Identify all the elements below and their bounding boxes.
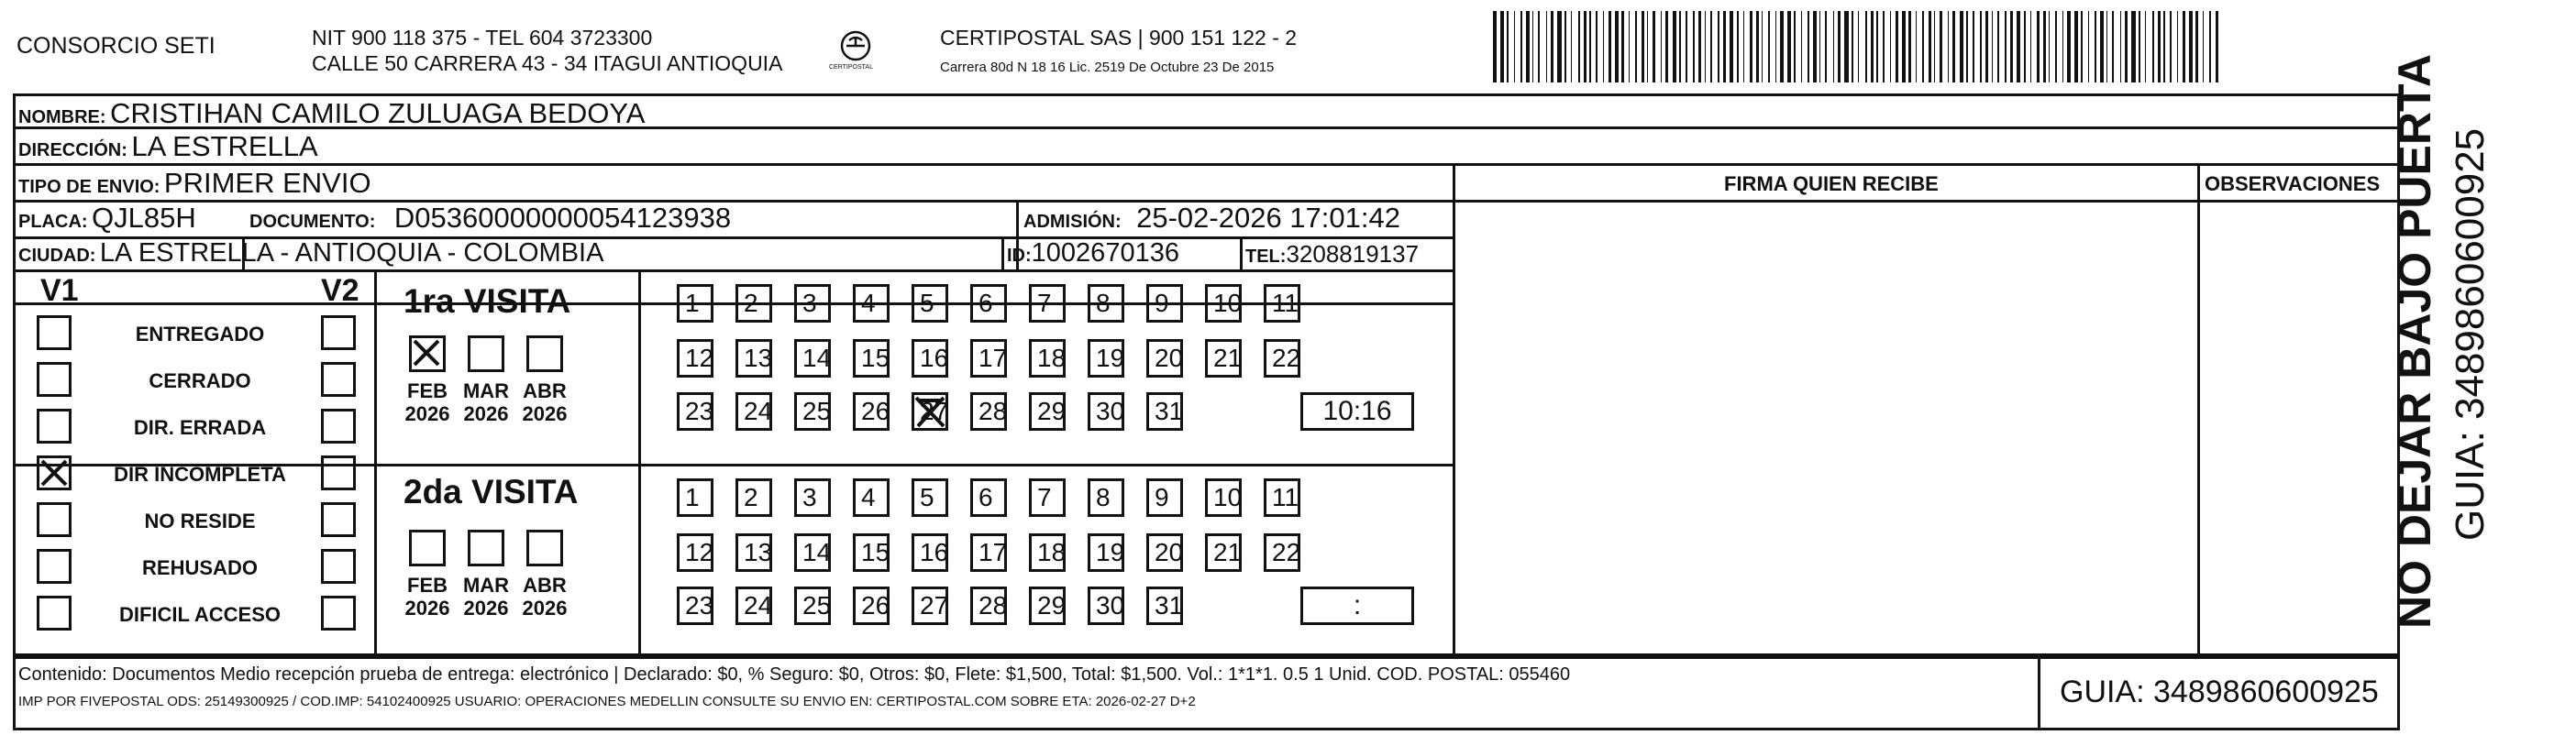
day-box[interactable]: 15 bbox=[853, 533, 890, 572]
id-field: ID:1002670136 bbox=[1007, 238, 1179, 268]
direccion-field: DIRECCIÓN: LA ESTRELLA bbox=[18, 130, 318, 162]
day-box[interactable]: 25 bbox=[794, 392, 831, 431]
v1-checkbox[interactable] bbox=[37, 362, 72, 397]
day-box[interactable]: 11 bbox=[1264, 284, 1300, 323]
v2-checkbox[interactable] bbox=[321, 455, 356, 490]
day-box[interactable]: 3 bbox=[794, 284, 831, 323]
day-box[interactable]: 12 bbox=[677, 339, 713, 378]
day-box[interactable]: 8 bbox=[1088, 284, 1124, 323]
month-label: FEB 2026 bbox=[404, 574, 450, 620]
v2-checkbox[interactable] bbox=[321, 315, 356, 350]
day-box[interactable]: 25 bbox=[794, 587, 831, 625]
nombre-field: NOMBRE: CRISTIHAN CAMILO ZULUAGA BEDOYA bbox=[18, 97, 646, 129]
month-checkbox[interactable] bbox=[526, 530, 563, 566]
day-box[interactable]: 27 bbox=[912, 587, 948, 625]
day-box[interactable]: 17 bbox=[970, 533, 1007, 572]
address-line: CALLE 50 CARRERA 43 - 34 ITAGUI ANTIOQUIA bbox=[312, 51, 783, 75]
day-box[interactable]: 31 bbox=[1146, 392, 1183, 431]
day-box[interactable]: 5 bbox=[912, 478, 948, 517]
day-box[interactable]: 27 bbox=[912, 392, 948, 431]
time-box[interactable]: : bbox=[1300, 587, 1414, 625]
visita-2-title: 2da VISITA bbox=[404, 473, 579, 510]
ciudad-value: LA ESTRELLA - ANTIOQUIA - COLOMBIA bbox=[99, 238, 604, 268]
footer-contenido: Contenido: Documentos Medio recepción prueba de entrega: electrónico | Declarado: $0, % Seguro: $0, Otros: $0, Flete: $1,500, Total: $1,500. Vol.: 1*1*1. 0.5 1 Unid. COD. POSTAL: 055460 bbox=[18, 664, 1571, 685]
day-box[interactable]: 9 bbox=[1146, 478, 1183, 517]
month-checkbox[interactable] bbox=[409, 530, 446, 566]
month-checkbox[interactable] bbox=[468, 530, 504, 566]
day-box[interactable]: 9 bbox=[1146, 284, 1183, 323]
day-box[interactable]: 18 bbox=[1029, 339, 1066, 378]
day-box[interactable]: 7 bbox=[1029, 284, 1066, 323]
v2-label: V2 bbox=[321, 273, 359, 308]
day-box[interactable]: 14 bbox=[794, 533, 831, 572]
day-box[interactable]: 22 bbox=[1264, 533, 1300, 572]
state-label: DIFICIL ACCESO bbox=[118, 603, 281, 626]
day-box[interactable]: 13 bbox=[735, 339, 772, 378]
placa-value: QJL85H bbox=[92, 202, 196, 234]
admision-field: ADMISIÓN: 25-02-2026 17:01:42 bbox=[1023, 202, 1400, 234]
day-box[interactable]: 2 bbox=[735, 478, 772, 517]
day-box[interactable]: 14 bbox=[794, 339, 831, 378]
license-line: Carrera 80d N 18 16 Lic. 2519 De Octubre 23 De 2015 bbox=[940, 60, 1275, 75]
day-box[interactable]: 7 bbox=[1029, 478, 1066, 517]
state-label: CERRADO bbox=[149, 369, 251, 392]
day-box[interactable]: 5 bbox=[912, 284, 948, 323]
day-box[interactable]: 17 bbox=[970, 339, 1007, 378]
day-box[interactable]: 12 bbox=[677, 533, 713, 572]
tipo-envio-value: PRIMER ENVIO bbox=[163, 167, 371, 199]
month-label: MAR 2026 bbox=[462, 574, 510, 620]
month-checkbox[interactable] bbox=[526, 335, 563, 372]
day-box[interactable]: 16 bbox=[912, 533, 948, 572]
v2-checkbox[interactable] bbox=[321, 502, 356, 537]
tel-field: TEL:3208819137 bbox=[1245, 240, 1420, 268]
visita-1-title: 1ra VISITA bbox=[404, 282, 571, 320]
state-label: REHUSADO bbox=[142, 556, 258, 579]
state-label: NO RESIDE bbox=[144, 510, 256, 532]
day-box[interactable]: 24 bbox=[735, 587, 772, 625]
v2-checkbox[interactable] bbox=[321, 549, 356, 584]
day-box[interactable]: 13 bbox=[735, 533, 772, 572]
certipostal-logo-icon: CERTIPOSTAL bbox=[833, 27, 879, 73]
day-box[interactable]: 29 bbox=[1029, 587, 1066, 625]
day-box[interactable]: 15 bbox=[853, 339, 890, 378]
v1-label: V1 bbox=[40, 273, 79, 308]
v1-checkbox[interactable] bbox=[37, 455, 72, 490]
day-box[interactable]: 11 bbox=[1264, 478, 1300, 517]
month-label: ABR 2026 bbox=[522, 574, 568, 620]
admision-value: 25-02-2026 17:01:42 bbox=[1136, 202, 1400, 234]
day-box[interactable]: 6 bbox=[970, 478, 1007, 517]
month-label: MAR 2026 bbox=[462, 379, 510, 426]
time-box[interactable]: 10:16 bbox=[1300, 392, 1414, 431]
v1-checkbox[interactable] bbox=[37, 315, 72, 350]
state-label: DIR INCOMPLETA bbox=[114, 463, 286, 486]
v2-checkbox[interactable] bbox=[321, 362, 356, 397]
documento-field: DOCUMENTO: D05360000000054123938 bbox=[249, 202, 732, 234]
month-label: FEB 2026 bbox=[404, 379, 450, 426]
day-box[interactable]: 2 bbox=[735, 284, 772, 323]
day-box[interactable]: 30 bbox=[1088, 392, 1124, 431]
footer-imp: IMP POR FIVEPOSTAL ODS: 25149300925 / COD.IMP: 54102400925 USUARIO: OPERACIONES MEDELLIN CONSULTE SU ENVIO EN: CERTIPOSTAL.COM SOBRE ETA: 2026-02-27 D+2 bbox=[18, 694, 1196, 709]
month-checkbox[interactable] bbox=[468, 335, 504, 372]
ciudad-field: CIUDAD: LA ESTRELLA - ANTIOQUIA - COLOMBIA bbox=[18, 238, 604, 268]
barcode-icon bbox=[1493, 11, 2223, 84]
day-box[interactable]: 31 bbox=[1146, 587, 1183, 625]
tipo-envio-field: TIPO DE ENVIO: PRIMER ENVIO bbox=[18, 167, 371, 199]
day-box[interactable]: 29 bbox=[1029, 392, 1066, 431]
v2-checkbox[interactable] bbox=[321, 409, 356, 444]
v1-checkbox[interactable] bbox=[37, 409, 72, 444]
day-box[interactable]: 19 bbox=[1088, 533, 1124, 572]
day-box[interactable]: 23 bbox=[677, 392, 713, 431]
day-box[interactable]: 3 bbox=[794, 478, 831, 517]
day-box[interactable]: 10 bbox=[1205, 478, 1242, 517]
footer-guia: GUIA: 3489860600925 bbox=[2060, 675, 2379, 709]
day-box[interactable]: 30 bbox=[1088, 587, 1124, 625]
v1-checkbox[interactable] bbox=[37, 502, 72, 537]
v2-checkbox[interactable] bbox=[321, 596, 356, 631]
day-box[interactable]: 16 bbox=[912, 339, 948, 378]
no-dejar-bajo-puerta: NO DEJAR BAJO PUERTA bbox=[2389, 54, 2440, 629]
day-box[interactable]: 28 bbox=[970, 587, 1007, 625]
observaciones-header: OBSERVACIONES bbox=[2205, 172, 2381, 195]
month-label: ABR 2026 bbox=[522, 379, 568, 426]
state-label: ENTREGADO bbox=[135, 323, 265, 346]
direccion-value: LA ESTRELLA bbox=[131, 130, 318, 162]
nit-line: NIT 900 118 375 - TEL 604 3723300 bbox=[312, 26, 653, 49]
day-box[interactable]: 1 bbox=[677, 284, 713, 323]
firma-header: FIRMA QUIEN RECIBE bbox=[1724, 172, 1939, 195]
month-checkbox[interactable] bbox=[409, 335, 446, 372]
day-box[interactable]: 6 bbox=[970, 284, 1007, 323]
day-box[interactable]: 19 bbox=[1088, 339, 1124, 378]
day-box[interactable]: 26 bbox=[853, 392, 890, 431]
company-name: CONSORCIO SETI bbox=[17, 33, 216, 59]
day-box[interactable]: 10 bbox=[1205, 284, 1242, 323]
day-box[interactable]: 21 bbox=[1205, 533, 1242, 572]
day-box[interactable]: 4 bbox=[853, 284, 890, 323]
day-box[interactable]: 24 bbox=[735, 392, 772, 431]
carrier-line: CERTIPOSTAL SAS | 900 151 122 - 2 bbox=[940, 26, 1298, 49]
day-box[interactable]: 18 bbox=[1029, 533, 1066, 572]
nombre-value: CRISTIHAN CAMILO ZULUAGA BEDOYA bbox=[110, 97, 646, 129]
day-box[interactable]: 4 bbox=[853, 478, 890, 517]
day-box[interactable]: 23 bbox=[677, 587, 713, 625]
day-box[interactable]: 26 bbox=[853, 587, 890, 625]
tel-value: 3208819137 bbox=[1286, 240, 1420, 268]
day-box[interactable]: 20 bbox=[1146, 339, 1183, 378]
day-box[interactable]: 22 bbox=[1264, 339, 1300, 378]
day-box[interactable]: 1 bbox=[677, 478, 713, 517]
placa-field: PLACA: QJL85H bbox=[18, 202, 196, 234]
day-box[interactable]: 28 bbox=[970, 392, 1007, 431]
day-box[interactable]: 20 bbox=[1146, 533, 1183, 572]
day-box[interactable]: 8 bbox=[1088, 478, 1124, 517]
day-box[interactable]: 21 bbox=[1205, 339, 1242, 378]
v1-checkbox[interactable] bbox=[37, 549, 72, 584]
v1-checkbox[interactable] bbox=[37, 596, 72, 631]
documento-value: D05360000000054123938 bbox=[393, 202, 732, 234]
side-guia: GUIA: 3489860600925 bbox=[2448, 127, 2493, 541]
state-label: DIR. ERRADA bbox=[133, 416, 267, 439]
id-value: 1002670136 bbox=[1031, 238, 1179, 268]
